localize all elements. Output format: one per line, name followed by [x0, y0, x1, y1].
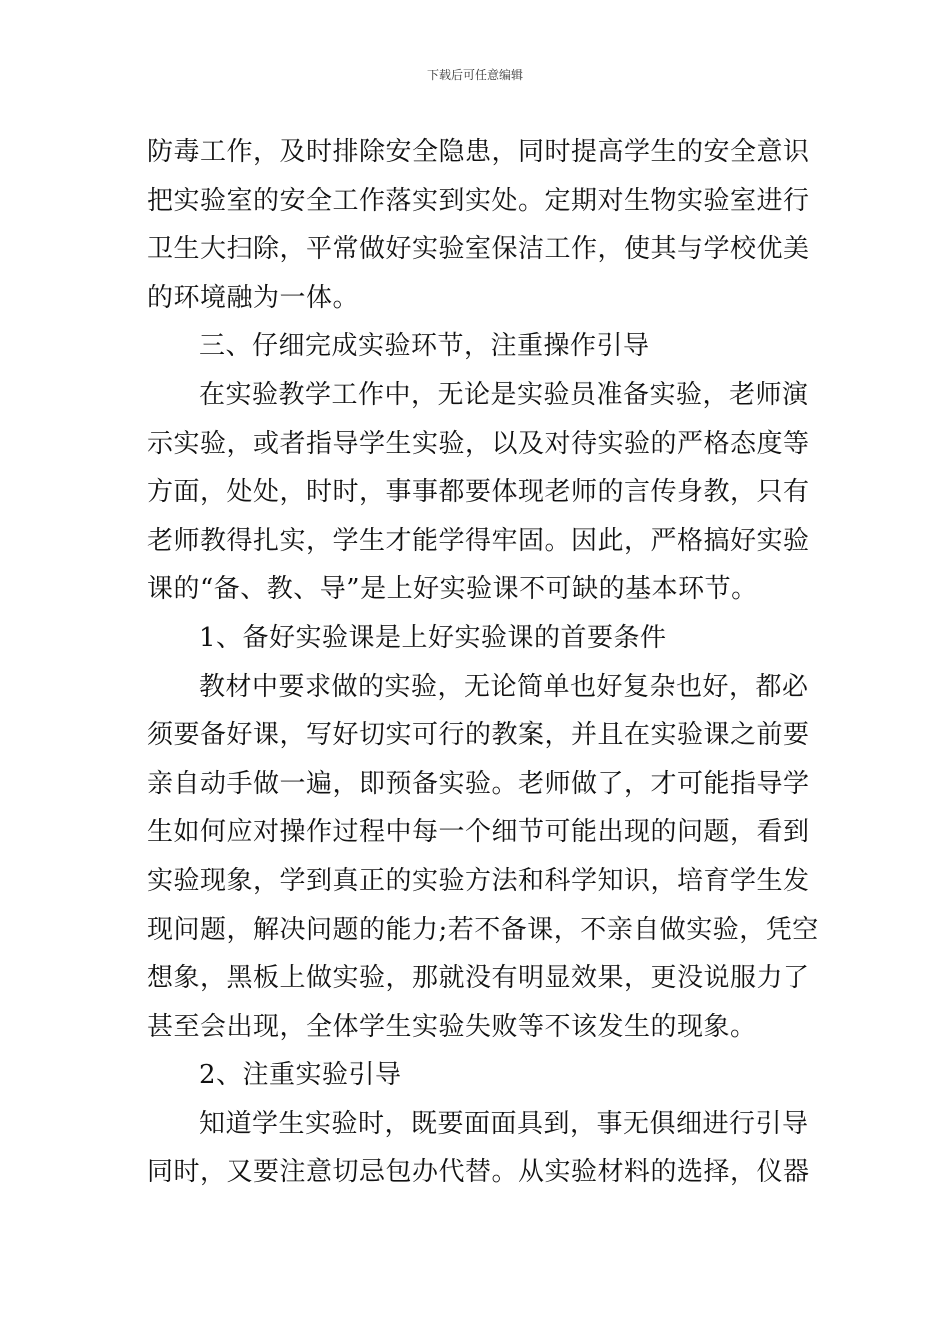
text-line: 的环境融为一体。 [147, 282, 360, 313]
text-line: 课的“备、教、导”是上好实验课不可缺的基本环节。 [147, 574, 758, 605]
text-line: 甚至会出现，全体学生实验失败等不该发生的现象。 [147, 1011, 757, 1042]
text-line: 同时，又要注意切忌包办代替。从实验材料的选择，仪器 [147, 1157, 810, 1188]
text-line: 教材中要求做的实验，无论简单也好复杂也好，都必 [199, 671, 809, 702]
text-line: 卫生大扫除，平常做好实验室保洁工作，使其与学校优美 [147, 234, 810, 265]
document-body [147, 128, 819, 1197]
subsection-heading: 1、备好实验课是上好实验课的首要条件 [199, 622, 667, 653]
text-line: 知道学生实验时，既要面面具到，事无俱细进行引导 [199, 1108, 809, 1139]
text-line: 想象，黑板上做实验，那就没有明显效果，更没说服力了 [147, 963, 810, 994]
text-line: 方面，处处，时时，事事都要体现老师的言传身教，只有 [147, 477, 810, 508]
text-line: 须要备好课，写好切实可行的教案，并且在实验课之前要 [147, 720, 810, 751]
subsection-heading: 2、注重实验引导 [199, 1060, 402, 1091]
text-line: 把实验室的安全工作落实到实处。定期对生物实验室进行 [147, 185, 810, 216]
text-line: 实验现象，学到真正的实验方法和科学知识，培育学生发 [147, 865, 810, 896]
text-line: 现问题，解决问题的能力;若不备课，不亲自做实验，凭空 [147, 914, 819, 945]
page-header-note: 下载后可任意编辑 [426, 68, 523, 82]
text-line: 生如何应对操作过程中每一个细节可能出现的问题，看到 [147, 817, 810, 848]
text-line: 在实验教学工作中，无论是实验员准备实验，老师演 [199, 379, 809, 410]
text-line: 老师教得扎实，学生才能学得牢固。因此，严格搞好实验 [147, 525, 810, 556]
text-line: 亲自动手做一遍，即预备实验。老师做了，才可能指导学 [147, 768, 810, 799]
section-heading: 三、仔细完成实验环节，注重操作引导 [199, 331, 650, 362]
text-line: 示实验，或者指导学生实验，以及对待实验的严格态度等 [147, 428, 810, 459]
text-line: 防毒工作，及时排除安全隐患，同时提高学生的安全意识 [147, 137, 810, 167]
